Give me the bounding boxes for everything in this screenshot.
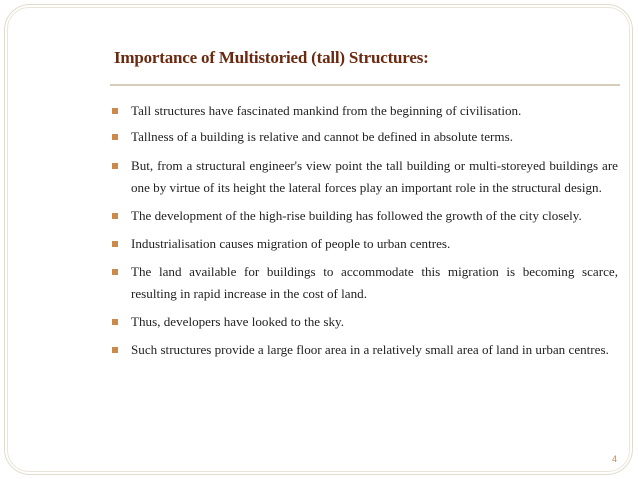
list-item <box>112 261 618 305</box>
list-item-text: Tallness of a building is relative and cannot be defined in absolute terms. <box>131 129 513 144</box>
list-item-text: Such structures provide a large floor area in a relatively small area of land in urban centres. <box>131 342 609 357</box>
list-item <box>112 233 618 255</box>
square-bullet-icon <box>112 163 118 169</box>
square-bullet-icon <box>112 108 118 114</box>
list-item <box>112 155 618 199</box>
list-item <box>112 311 618 333</box>
square-bullet-icon <box>112 269 118 275</box>
square-bullet-icon <box>112 213 118 219</box>
list-item-text: The development of the high-rise building has followed the growth of the city closely. <box>131 208 582 223</box>
list-item <box>112 205 618 227</box>
list-item <box>112 126 618 148</box>
list-item <box>112 100 618 122</box>
list-item <box>112 339 618 361</box>
list-item-text: Thus, developers have looked to the sky. <box>131 314 344 329</box>
title-divider <box>110 84 620 86</box>
page-number: 4 <box>612 454 618 464</box>
square-bullet-icon <box>112 134 118 140</box>
slide-title: Importance of Multistoried (tall) Structures: <box>114 48 429 67</box>
bullet-list <box>112 100 618 367</box>
square-bullet-icon <box>112 319 118 325</box>
square-bullet-icon <box>112 241 118 247</box>
square-bullet-icon <box>112 347 118 353</box>
list-item-text: Industrialisation causes migration of people to urban centres. <box>131 236 451 251</box>
list-item-text: Tall structures have fascinated mankind from the beginning of civilisation. <box>131 103 522 118</box>
list-item-text: The land available for buildings to accommodate this migration is becoming scarce, resulting in rapid increase in the cost of land. <box>131 264 618 301</box>
list-item-text: But, from a structural engineer's view point the tall building or multi-storeyed buildings are one by virtue of its height the lateral forces play an important role in the structural design. <box>131 158 618 195</box>
